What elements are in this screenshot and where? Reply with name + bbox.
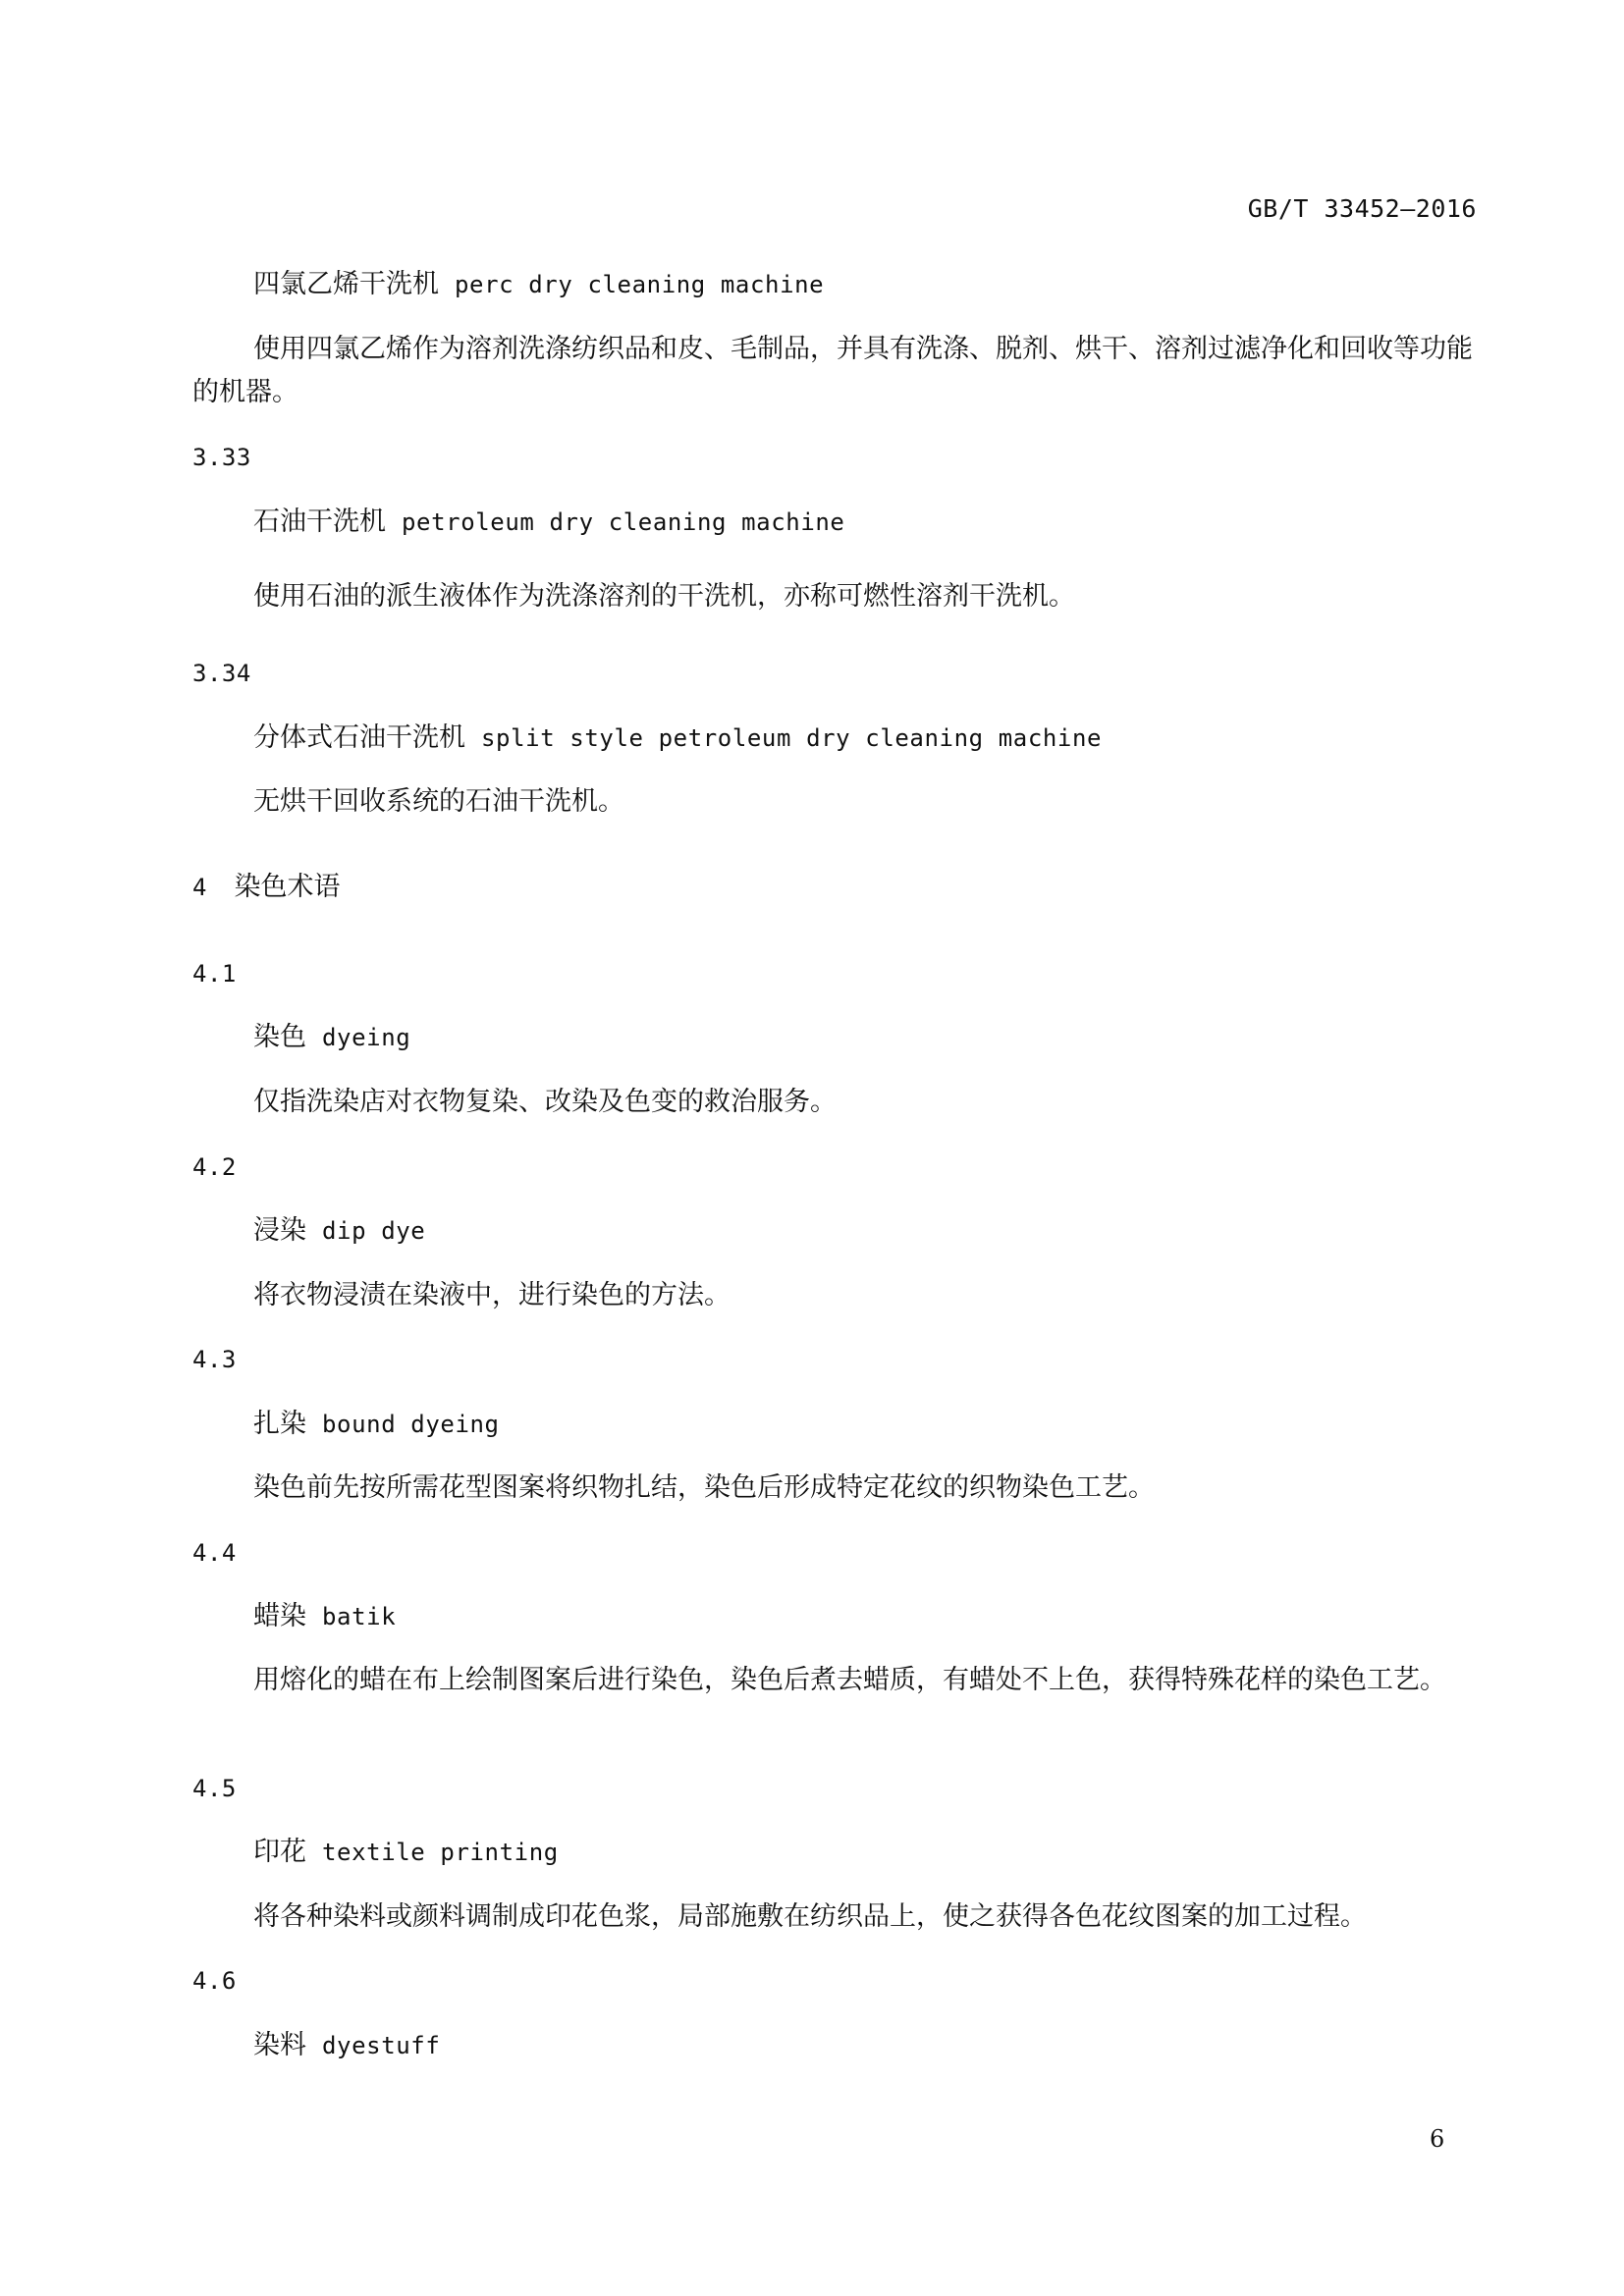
section-heading xyxy=(192,866,1481,909)
term-number: 4.6 xyxy=(192,1967,237,1995)
term-number: 3.33 xyxy=(192,444,251,471)
term-en: textile printing xyxy=(322,1839,559,1866)
term-number: 3.34 xyxy=(192,660,251,687)
term-en: dyestuff xyxy=(322,2032,441,2059)
term-perc-dry-cleaning-machine xyxy=(253,263,1542,306)
definition-petroleum-dry-cleaning-machine: 使用石油的派生液体作为洗涤溶剂的干洗机，亦称可燃性溶剂干洗机。 xyxy=(253,581,1075,612)
term-cn: 四氯乙烯干洗机 xyxy=(253,269,439,299)
term-en: dyeing xyxy=(322,1024,411,1051)
definition-split-style-petroleum-dry-cleaning-machine: 无烘干回收系统的石油干洗机。 xyxy=(253,786,624,817)
term-cn: 扎染 xyxy=(253,1409,306,1439)
term-bound-dyeing xyxy=(253,1403,1542,1446)
term-cn: 蜡染 xyxy=(253,1601,306,1631)
definition-dyeing: 仅指洗染店对衣物复染、改染及色变的救治服务。 xyxy=(253,1087,837,1117)
term-en: split style petroleum dry cleaning machine xyxy=(481,724,1103,752)
section-title: 染色术语 xyxy=(234,872,341,902)
definition-dip-dye: 将衣物浸渍在染液中，进行染色的方法。 xyxy=(253,1280,731,1310)
term-cn: 染料 xyxy=(253,2030,306,2060)
section-number: 4 xyxy=(192,874,207,901)
term-cn: 浸染 xyxy=(253,1215,306,1246)
term-en: petroleum dry cleaning machine xyxy=(402,508,845,536)
term-en: bound dyeing xyxy=(322,1411,500,1438)
term-number: 4.3 xyxy=(192,1346,237,1373)
term-cn: 石油干洗机 xyxy=(253,507,386,537)
term-number: 4.2 xyxy=(192,1153,237,1181)
term-number: 4.4 xyxy=(192,1539,237,1567)
term-split-style-petroleum-dry-cleaning-machine xyxy=(253,717,1542,760)
term-dyestuff xyxy=(253,2024,1542,2067)
term-cn: 分体式石油干洗机 xyxy=(253,722,465,753)
term-en: batik xyxy=(322,1603,397,1630)
term-number: 4.1 xyxy=(192,960,237,988)
definition-perc-dry-cleaning-machine: 使用四氯乙烯作为溶剂洗涤纺织品和皮、毛制品，并具有洗涤、脱剂、烘干、溶剂过滤净化和回收等功能的机器。 xyxy=(192,334,1473,407)
standard-code: GB/T 33452—2016 xyxy=(1247,194,1477,223)
term-dip-dye xyxy=(253,1209,1542,1253)
page-number: 6 xyxy=(1430,2125,1445,2153)
term-number: 4.5 xyxy=(192,1775,237,1802)
term-cn: 染色 xyxy=(253,1022,306,1052)
term-batik xyxy=(253,1595,1542,1638)
term-en: perc dry cleaning machine xyxy=(455,271,825,298)
term-dyeing xyxy=(253,1016,1542,1059)
definition-bound-dyeing: 染色前先按所需花型图案将织物扎结，染色后形成特定花纹的织物染色工艺。 xyxy=(253,1472,1155,1503)
definition-textile-printing: 将各种染料或颜料调制成印花色浆，局部施敷在纺织品上，使之获得各色花纹图案的加工过程。 xyxy=(253,1901,1367,1932)
term-petroleum-dry-cleaning-machine xyxy=(253,501,1542,544)
term-textile-printing xyxy=(253,1831,1542,1874)
term-cn: 印花 xyxy=(253,1837,306,1867)
definition-batik: 用熔化的蜡在布上绘制图案后进行染色，染色后煮去蜡质，有蜡处不上色，获得特殊花样的染色工艺。 xyxy=(253,1665,1446,1695)
term-en: dip dye xyxy=(322,1217,426,1245)
